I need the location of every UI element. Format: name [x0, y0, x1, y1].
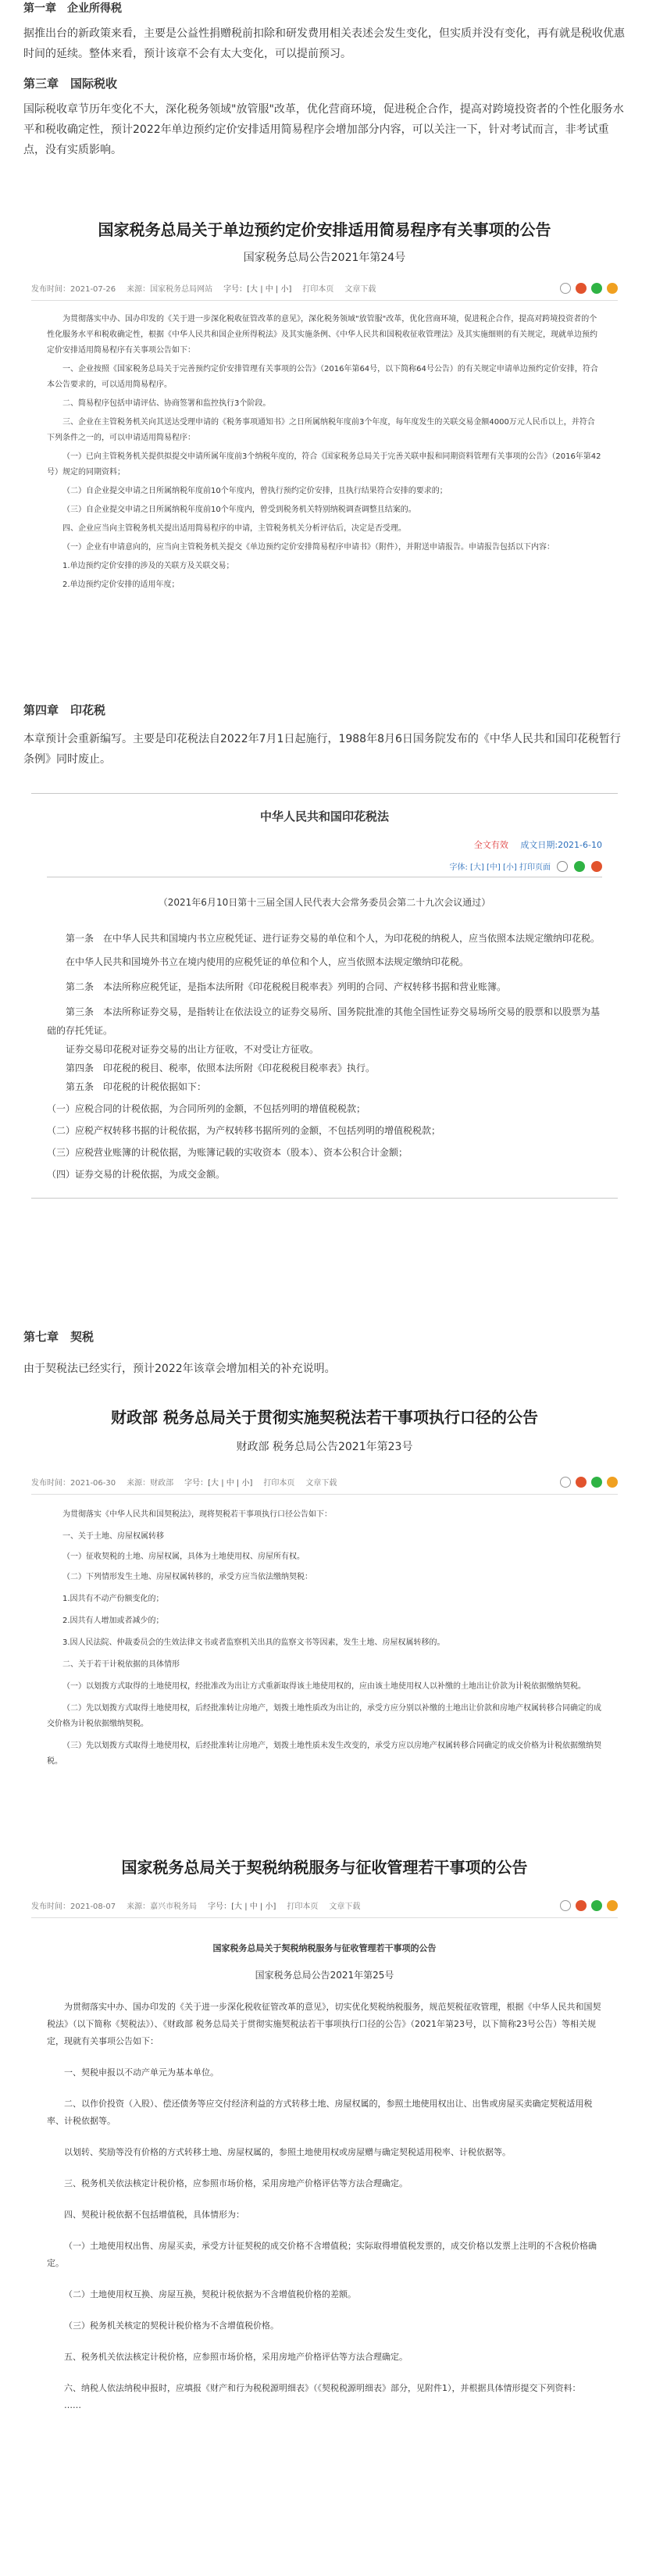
law-article: 证券交易印花税对证券交易的出让方征收，不对受让方征收。: [66, 1044, 319, 1055]
top-border: [31, 793, 618, 794]
wechat-icon[interactable]: [591, 1477, 602, 1488]
weibo-icon[interactable]: [576, 1900, 587, 1911]
chapter-7-section: [0, 1328, 649, 1379]
article-3-title: 国家税务总局关于契税纳税服务与征收管理若干事项的公告: [121, 1858, 528, 1877]
share-icon[interactable]: [557, 861, 568, 872]
publish-date: 发布时间：2021-07-26: [31, 285, 116, 294]
font-size-control[interactable]: 字号：[大 | 中 | 小]: [184, 1479, 253, 1488]
body-line: 四、企业应当向主管税务机关提出适用简易程序的申请，主管税务机关分析评估后，决定是否受理。: [62, 524, 406, 533]
body-line: 2.单边预约定价安排的适用年度；: [62, 581, 180, 589]
body-line: （三）税务机关核定的契税计税价格为不含增值税价格。: [64, 2321, 279, 2331]
body-line: 二、关于若干计税依据的具体情形: [62, 1660, 180, 1669]
body-line: 1.因共有不动产份额变化的；: [62, 1595, 164, 1603]
body-line: 二、简易程序包括申请评估、协商签署和监控执行3个阶段。: [62, 399, 271, 408]
download-link[interactable]: 文章下载: [329, 1903, 361, 1911]
body-line: 三、企业在主管税务机关向其送达受理申请的《税务事项通知书》之日所属纳税年度前3个年度，每年度发生的关联交易金额4000万元人民币以上，并符合下列条件之一的，可以申请适用简易程序：: [47, 418, 595, 442]
share-bar: [560, 1900, 618, 1911]
body-line: 为贯彻落实中办、国办印发的《关于进一步深化税收征管改革的意见》，切实优化契税纳税服务，规范契税征收管理，根据《中华人民共和国契税法》（以下简称《契税法》）、《财政部 税务总局关于贯彻实施契税法若干事项执行口径的公告》（2021年第23号，以下简称23号公告）等相关规定，现就有关事项公告如下：: [47, 2002, 601, 2046]
body-line: （二）自企业提交申请之日所属纳税年度前10个年度内，曾执行预约定价安排，且执行结果符合安排的要求的；: [62, 487, 448, 495]
divider: [31, 300, 618, 301]
article-3-meta: [31, 1899, 618, 1911]
font-size-control[interactable]: 字号：[大 | 中 | 小]: [223, 285, 292, 294]
body-line: （一）企业有申请意向的，应当向主管税务机关提交《单边预约定价安排简易程序申请书》（附件），并附送申请报告。申请报告包括以下内容：: [62, 543, 555, 552]
body-line: （一）已向主管税务机关提供拟提交申请所属年度前3个纳税年度的，符合《国家税务总局关于完善关联申报和同期资料管理有关事项的公告》（2016年第42号）规定的同期资料；: [47, 452, 601, 477]
chapter-4-section: [0, 702, 649, 770]
weibo-icon[interactable]: [591, 861, 602, 872]
validity-status: 全文有效: [473, 840, 508, 850]
body-line: （一）土地使用权出售、房屋买卖，承受方计征契税的成交价格不含增值税；实际取得增值税发票的，成交价格以发票上注明的不含税价格确定。: [47, 2241, 597, 2268]
body-line: ……: [64, 2400, 81, 2410]
law-title: 中华人民共和国印花税法: [259, 809, 389, 824]
article-3: [0, 1855, 649, 2414]
publish-date: 发布时间：2021-08-07: [31, 1903, 116, 1911]
wechat-icon[interactable]: [591, 283, 602, 294]
law-article: 第一条 在中华人民共和国境内书立应税凭证、进行证券交易的单位和个人，为印花税的纳税人，应当依照本法规定缴纳印花税。: [66, 933, 601, 944]
print-link[interactable]: 打印本页: [287, 1903, 319, 1911]
article-1-meta: [31, 282, 618, 294]
article-1-title: 国家税务总局关于单边预约定价安排适用简易程序有关事项的公告: [98, 220, 551, 239]
body-line: （三）自企业提交申请之日所属纳税年度前10个年度内，曾受到税务机关特别纳税调查调整且结案的。: [62, 506, 416, 514]
weibo-icon[interactable]: [576, 1477, 587, 1488]
stamp-tax-law: [0, 793, 649, 1199]
law-article: （三）应税营业账簿的计税依据，为账簿记载的实收资本（股本）、资本公积合计金额；: [47, 1147, 408, 1158]
print-link[interactable]: 打印本页: [263, 1479, 295, 1488]
article-1-subtitle: 国家税务总局公告2021年第24号: [243, 252, 406, 264]
law-article: 第三条 本法所称证券交易，是指转让在依法设立的证券交易所、国务院批准的其他全国性证券交易场所交易的股票和以股票为基础的存托凭证。: [47, 1006, 601, 1036]
article-1-body: [0, 312, 649, 593]
intro-paragraph-3: 国际税收章节历年变化不大，深化税务领域"放管服"改革，优化营商环境，促进税企合作，提高对跨境投资者的个性化服务水平和税收确定性，预计2022年单边预约定价安排适用简易程序会增加部分内容，可以关注一下，针对考试而言，非考试重点，没有实质影响。: [23, 103, 624, 156]
share-bar: [560, 1477, 618, 1488]
chapter-3-heading: 第三章 国际税收: [23, 77, 118, 91]
law-article: 第二条 本法所称应税凭证，是指本法所附《印花税税目税率表》列明的合同、产权转移书据和营业账簿。: [66, 981, 507, 992]
body-line: 二、以作价投资（入股）、偿还债务等应交付经济利益的方式转移土地、房屋权属的，参照土地使用权出让、出售或房屋买卖确定契税适用税率、计税依据等。: [47, 2099, 593, 2126]
body-line: 一、契税申报以不动产单元为基本单位。: [64, 2067, 219, 2078]
share-icon[interactable]: [560, 283, 571, 294]
law-passed-note: （2021年6月10日第十三届全国人民代表大会常务委员会第二十九次会议通过）: [158, 897, 491, 908]
share-icon[interactable]: [560, 1477, 571, 1488]
source: 来源：国家税务总局网站: [127, 285, 213, 294]
article-1: [0, 217, 649, 593]
qzone-icon[interactable]: [607, 1900, 618, 1911]
body-line: （二）下列情形发生土地、房屋权属转移的，承受方应当依法缴纳契税：: [62, 1573, 312, 1581]
chapter-4-paragraph: 本章预计会重新编写。主要是印花税法自2022年7月1日起施行，1988年8月6日国务院发布的《中华人民共和国印花税暂行条例》同时废止。: [23, 733, 621, 766]
body-line: （一）以划拨方式取得的土地使用权，经批准改为出让方式重新取得该土地使用权的，应由该土地使用权人以补缴的土地出让价款为计税依据缴纳契税。: [62, 1682, 586, 1691]
bottom-border: [31, 1198, 618, 1199]
print-link[interactable]: 打印本页: [302, 285, 334, 294]
law-article: （四）证券交易的计税依据，为成交金额。: [47, 1169, 226, 1180]
body-line: 1.单边预约定价安排的涉及的关联方及关联交易；: [62, 562, 234, 570]
source: 来源：嘉兴市税务局: [127, 1903, 198, 1911]
law-article: （二）应税产权转移书据的计税依据，为产权转移书据所列的金额，不包括列明的增值税税款；: [47, 1125, 441, 1136]
body-line: （二）土地使用权互换、房屋互换，契税计税依据为不含增值税价格的差额。: [64, 2289, 356, 2299]
divider: [31, 1917, 618, 1918]
law-body: [0, 929, 649, 1184]
chapter-1-heading: 第一章 企业所得税: [23, 2, 122, 15]
qzone-icon[interactable]: [607, 283, 618, 294]
share-bar: [560, 283, 618, 294]
issue-date: 成文日期:2021-6-10: [520, 840, 602, 850]
body-line: 为贯彻落实《中华人民共和国契税法》，现将契税若干事项执行口径公告如下：: [62, 1510, 332, 1519]
law-article: 第五条 印花税的计税依据如下：: [66, 1081, 207, 1092]
font-toolbar: [47, 860, 602, 872]
download-link[interactable]: 文章下载: [305, 1479, 337, 1488]
inner-subtitle: 国家税务总局公告2021年第25号: [255, 1970, 394, 1981]
article-2-body: [0, 1507, 649, 1770]
article-3-body: [0, 1999, 649, 2414]
publish-date: 发布时间：2021-06-30: [31, 1479, 116, 1488]
chapter-4-heading: 第四章 印花税: [23, 703, 106, 717]
intro-section: [0, 0, 649, 160]
body-line: 三、税务机关依法核定计税价格，应参照市场价格，采用房地产价格评估等方法合理确定。: [64, 2178, 408, 2188]
intro-paragraph-1: 据推出台的新政策来看，主要是公益性捐赠税前扣除和研发费用相关表述会发生变化，但实质并没有变化，再有就是税收优惠时间的延续。整体来看，预计该章不会有太大变化，可以提前预习。: [23, 27, 625, 60]
body-line: （二）先以划拨方式取得土地使用权，后经批准转让房地产，划拨土地性质改为出让的，承受方应分别以补缴的土地出让价款和房地产权属转移合同确定的成交价格为计税依据缴纳契税。: [47, 1704, 601, 1728]
body-line: （三）先以划拨方式取得土地使用权，后经批准转让房地产，划拨土地性质未发生改变的，承受方应以房地产权属转移合同确定的成交价格为计税依据缴纳契税。: [47, 1742, 601, 1766]
wechat-icon[interactable]: [574, 861, 585, 872]
body-line: 六、纳税人依法纳税申报时，应填报《财产和行为税税源明细表》（《契税税源明细表》部分，见附件1），并根据具体情形提交下列资料：: [64, 2383, 581, 2393]
body-line: 一、关于土地、房屋权属转移: [62, 1532, 164, 1541]
inner-title: 国家税务总局关于契税纳税服务与征收管理若干事项的公告: [212, 1943, 437, 1953]
article-2-subtitle: 财政部 税务总局公告2021年第23号: [236, 1441, 413, 1453]
share-icon[interactable]: [560, 1900, 571, 1911]
law-status-row: [47, 838, 602, 851]
body-line: 以划转、奖励等没有价格的方式转移土地、房屋权属的，参照土地使用权或房屋赠与确定契税适用税率、计税依据等。: [64, 2147, 511, 2157]
body-line: （一）征收契税的土地、房屋权属，具体为土地使用权、房屋所有权。: [62, 1552, 305, 1561]
font-size-print-control[interactable]: 字体: [大] [中] [小] 打印页面: [449, 863, 551, 872]
source: 来源：财政部: [127, 1479, 174, 1488]
body-line: 为贯彻落实中办、国办印发的《关于进一步深化税收征管改革的意见》，深化税务领域"放管服"改革，优化营商环境，促进税企合作，提高对跨境投资者的个性化服务水平和税收确定性，根据《中华人民共和国企业所得税法》及其实施条例、《中华人民共和国税收征收管理法》及其实施细则的有关规定，现就单边预约定价安排适用简易程序有关事项公告如下：: [47, 315, 597, 355]
article-2-meta: [31, 1476, 618, 1488]
article-2-title: 财政部 税务总局关于贯彻实施契税法若干事项执行口径的公告: [111, 1408, 538, 1427]
body-line: 3.因人民法院、仲裁委员会的生效法律文书或者监察机关出具的监察文书等因素，发生土地、房屋权属转移的。: [62, 1638, 445, 1647]
chapter-7-paragraph: 由于契税法已经实行，预计2022年该章会增加相关的补充说明。: [23, 1363, 336, 1375]
law-article: 在中华人民共和国境外书立在境内使用的应税凭证的单位和个人，应当依照本法规定缴纳印花税。: [66, 956, 469, 967]
law-article: （一）应税合同的计税依据，为合同所列的金额，不包括列明的增值税税款；: [47, 1103, 366, 1114]
body-line: 2.因共有人增加或者减少的；: [62, 1617, 164, 1625]
font-size-control[interactable]: 字号：[大 | 中 | 小]: [208, 1903, 276, 1911]
body-line: 五、税务机关依法核定计税价格，应参照市场价格，采用房地产价格评估等方法合理确定。: [64, 2352, 408, 2362]
article-2: [0, 1405, 649, 1770]
wechat-icon[interactable]: [591, 1900, 602, 1911]
download-link[interactable]: 文章下载: [344, 285, 376, 294]
law-article: 第四条 印花税的税目、税率，依照本法所附《印花税税目税率表》执行。: [66, 1063, 376, 1074]
body-line: 四、契税计税依据不包括增值税，具体情形为：: [64, 2210, 244, 2220]
weibo-icon[interactable]: [576, 283, 587, 294]
qzone-icon[interactable]: [607, 1477, 618, 1488]
body-line: 一、企业按照《国家税务总局关于完善预约定价安排管理有关事项的公告》（2016年第64号，以下简称64号公告）的有关规定申请单边预约定价安排，符合本公告要求的，可以适用简易程序。: [47, 365, 598, 389]
chapter-7-heading: 第七章 契税: [23, 1330, 94, 1344]
divider: [31, 1494, 618, 1495]
